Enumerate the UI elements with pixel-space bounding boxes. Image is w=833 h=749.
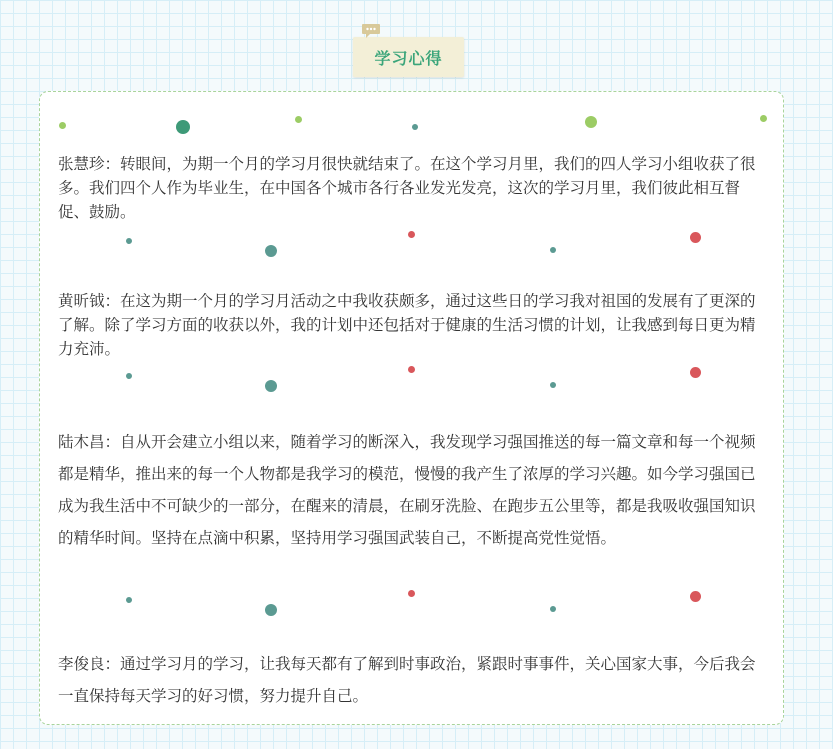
- decorative-dot: [126, 373, 132, 379]
- entry-text: 李俊良：通过学习月的学习，让我每天都有了解到时事政治，紧跟时事事件，关心国家大事，今后我会一直保持每天学习的好习惯，努力提升自己。: [58, 655, 756, 705]
- decorative-dot: [550, 606, 556, 612]
- decorative-dot: [550, 247, 556, 253]
- decorative-dot: [126, 238, 132, 244]
- title-box: [353, 37, 464, 77]
- decorative-dot: [295, 116, 302, 123]
- decorative-dot: [408, 366, 415, 373]
- decorative-dot: [265, 380, 277, 392]
- entry-text: 张慧珍：转眼间，为期一个月的学习月很快就结束了。在这个学习月里，我们的四人学习小组收获了很多。我们四个人作为毕业生，在中国各个城市各行各业发光发亮，这次的学习月里，我们彼此相互督促、鼓励。: [58, 155, 756, 221]
- decorative-dot: [690, 591, 701, 602]
- decorative-dot: [690, 367, 701, 378]
- decorative-dot: [265, 604, 277, 616]
- decorative-dot: [550, 382, 556, 388]
- entry-text: 黄昕钺：在这为期一个月的学习月活动之中我收获颇多，通过这些日的学习我对祖国的发展有了更深的了解。除了学习方面的收获以外，我的计划中还包括对于健康的生活习惯的计划，让我感到每日更为精力充沛。: [58, 292, 756, 358]
- decorative-dot: [412, 124, 418, 130]
- entry-text: 陆木昌：自从开会建立小组以来，随着学习的断深入，我发现学习强国推送的每一篇文章和每一个视频都是精华，推出来的每一个人物都是我学习的模范，慢慢的我产生了浓厚的学习兴趣。如今学习强国已成为我生活中不可缺少的一部分，在醒来的清晨，在刷牙洗脸、在跑步五公里等，都是我吸收强国知识的精华时间。坚持在点滴中积累，坚持用学习强国武装自己，不断提高党性觉悟。: [58, 433, 756, 547]
- decorative-dot: [176, 120, 190, 134]
- decorative-dot: [690, 232, 701, 243]
- decorative-dot: [408, 231, 415, 238]
- reflection-card: [39, 91, 784, 725]
- decorative-dot: [265, 245, 277, 257]
- decorative-dot: [59, 122, 66, 129]
- decorative-dot: [760, 115, 767, 122]
- decorative-dot: [408, 590, 415, 597]
- decorative-dot: [585, 116, 597, 128]
- decorative-dot: [126, 597, 132, 603]
- chat-bubble-icon: [361, 23, 381, 39]
- section-title: 学习心得: [374, 48, 443, 68]
- section-header: [353, 23, 464, 77]
